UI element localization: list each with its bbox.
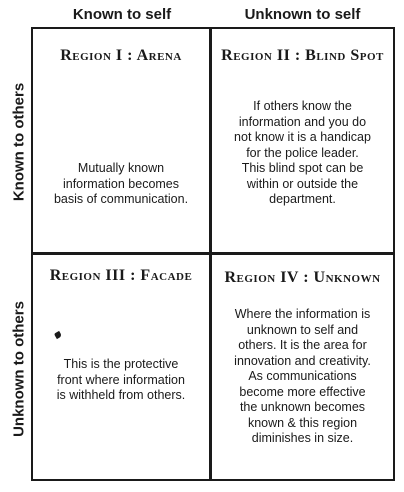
region-3-body — [37, 357, 205, 404]
region-4-body-line: unknown to self and — [246, 322, 359, 337]
region-3-body-line: is withheld from others. — [56, 388, 186, 402]
region-2-body-line: for the police leader. — [246, 145, 359, 160]
region-4-body-line: diminishes in size. — [251, 431, 354, 445]
region-1-body — [37, 161, 205, 208]
column-header-unknown-to-self: Unknown to self — [244, 6, 361, 23]
region-3-body-line: This is the protective — [63, 357, 179, 371]
region-4-title: Region IV : Unknown — [224, 269, 381, 286]
region-2-blind-spot — [212, 29, 393, 252]
row-header-unknown-to-others-label: Unknown to others — [10, 301, 28, 437]
row-header-known-to-others-label: Known to others — [10, 82, 28, 202]
region-1-body-line: Mutually known — [77, 161, 165, 175]
region-3-title: Region III : Facade — [49, 267, 193, 284]
region-4-body-line: become more effective — [239, 384, 366, 399]
region-4-body-line: Where the information is — [234, 307, 371, 321]
region-4-body — [216, 307, 389, 447]
region-3-body-line: front where information — [57, 372, 185, 387]
region-1-title: Region I : Arena — [60, 47, 182, 64]
region-2-body — [216, 99, 389, 208]
region-2-body-line: not know it is a handicap — [234, 130, 371, 144]
region-2-body-line: within or outside the — [246, 176, 359, 191]
region-2-title: Region II : Blind Spot — [221, 47, 384, 64]
row-header-unknown-to-others — [8, 256, 30, 482]
region-4-body-line: the unknown becomes — [239, 400, 366, 414]
region-2-body-line: information and you do — [238, 114, 367, 129]
region-2-body-line: If others know the — [253, 99, 352, 113]
region-3-facade — [33, 255, 209, 479]
region-1-body-line: information becomes — [62, 176, 180, 191]
region-4-unknown — [212, 255, 393, 479]
region-4-body-line: others. It is the area for — [238, 338, 367, 352]
region-1-arena — [33, 29, 209, 252]
region-4-body-line: innovation and creativity. — [234, 353, 371, 368]
region-2-body-line: This blind spot can be — [241, 161, 364, 175]
region-1-body-line: basis of communication. — [53, 192, 189, 206]
row-header-known-to-others — [8, 28, 30, 256]
column-header-known-to-self: Known to self — [72, 6, 172, 23]
region-4-body-line: known & this region — [247, 415, 358, 430]
region-4-body-line: As communications — [248, 369, 357, 383]
region-2-body-line: department. — [269, 192, 336, 206]
